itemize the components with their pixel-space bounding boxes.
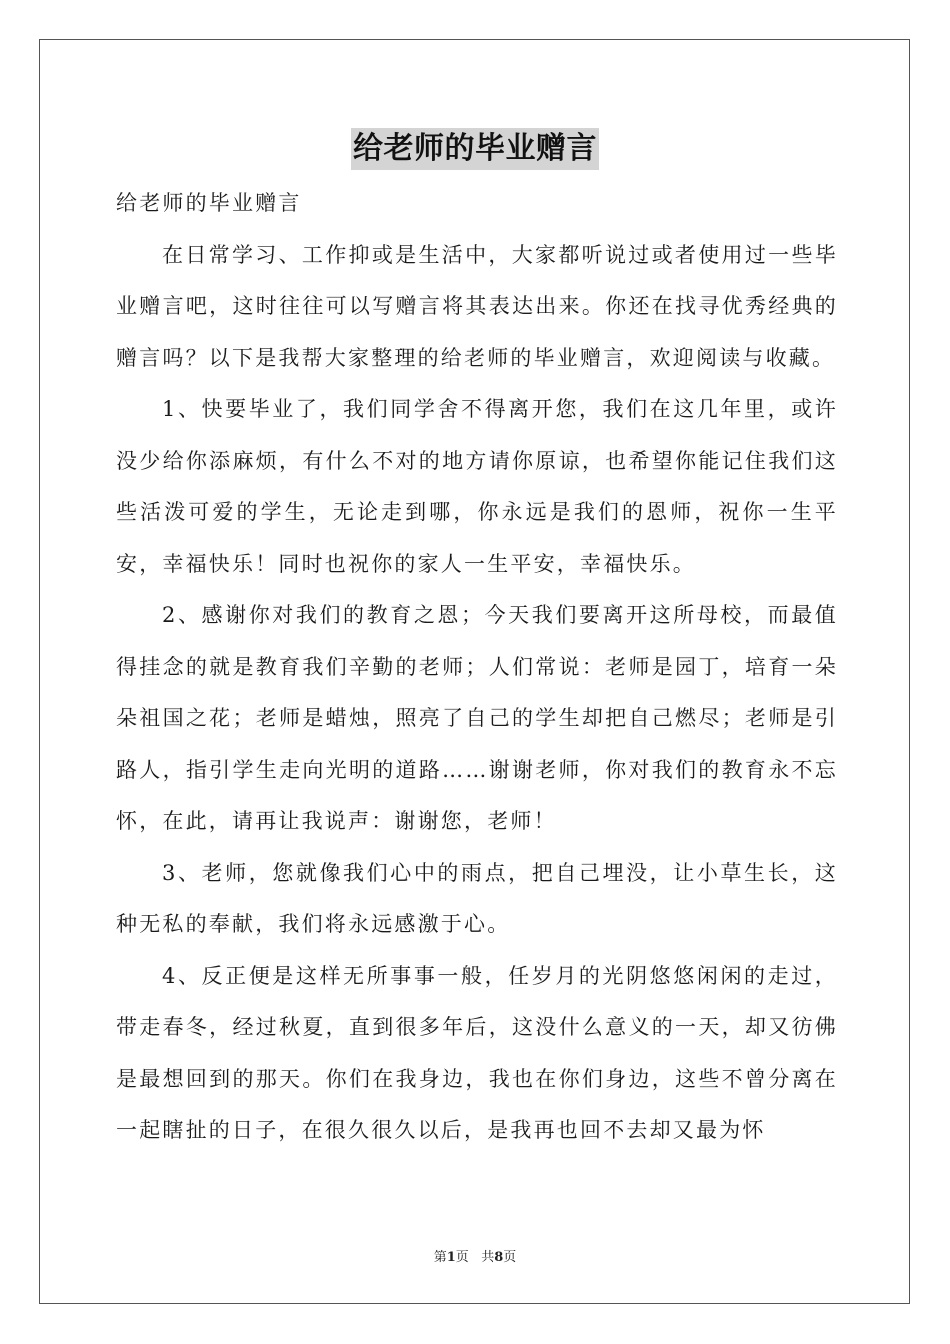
page-prefix: 第 xyxy=(433,1250,447,1265)
document-body xyxy=(116,178,838,1157)
document-subtitle: 给老师的毕业赠言 xyxy=(116,191,302,215)
document-title: 给老师的毕业赠言 xyxy=(351,128,599,170)
paragraph-item-1: 1、快要毕业了，我们同学舍不得离开您，我们在这几年里，或许没少给你添麻烦，有什么不对的地方请你原谅，也希望你能记住我们这些活泼可爱的学生，无论走到哪，你永远是我们的恩师，祝你一生平安，幸福快乐！同时也祝你的家人一生平安，幸福快乐。 xyxy=(116,397,838,576)
total-suffix: 页 xyxy=(503,1250,517,1265)
title-container xyxy=(0,128,950,170)
paragraph-item-3: 3、老师，您就像我们心中的雨点，把自己埋没，让小草生长，这种无私的奉献，我们将永远感激于心。 xyxy=(116,860,838,936)
total-prefix: 共 xyxy=(481,1250,495,1265)
page-suffix: 页 xyxy=(455,1250,469,1265)
paragraph-item-4: 4、反正便是这样无所事事一般，任岁月的光阴悠悠闲闲的走过，带走春冬，经过秋夏，直到很多年后，这没什么意义的一天，却又彷佛是最想回到的那天。你们在我身边，我也在你们身边，这些不曾分离在一起瞎扯的日子，在很久很久以后，是我再也回不去却又最为怀 xyxy=(116,963,838,1142)
page-footer xyxy=(0,1246,950,1265)
paragraph-intro: 在日常学习、工作抑或是生活中，大家都听说过或者使用过一些毕业赠言吧，这时往往可以写赠言将其表达出来。你还在找寻优秀经典的赠言吗？以下是我帮大家整理的给老师的毕业赠言，欢迎阅读与收藏。 xyxy=(116,242,838,370)
current-page-number: 1 xyxy=(446,1250,456,1265)
total-page-number: 8 xyxy=(494,1250,504,1265)
paragraph-item-2: 2、感谢你对我们的教育之恩；今天我们要离开这所母校，而最值得挂念的就是教育我们辛勤的老师；人们常说：老师是园丁，培育一朵朵祖国之花；老师是蜡烛，照亮了自己的学生却把自己燃尽；老师是引路人，指引学生走向光明的道路……谢谢老师，你对我们的教育永不忘怀，在此，请再让我说声：谢谢您，老师！ xyxy=(116,603,838,833)
